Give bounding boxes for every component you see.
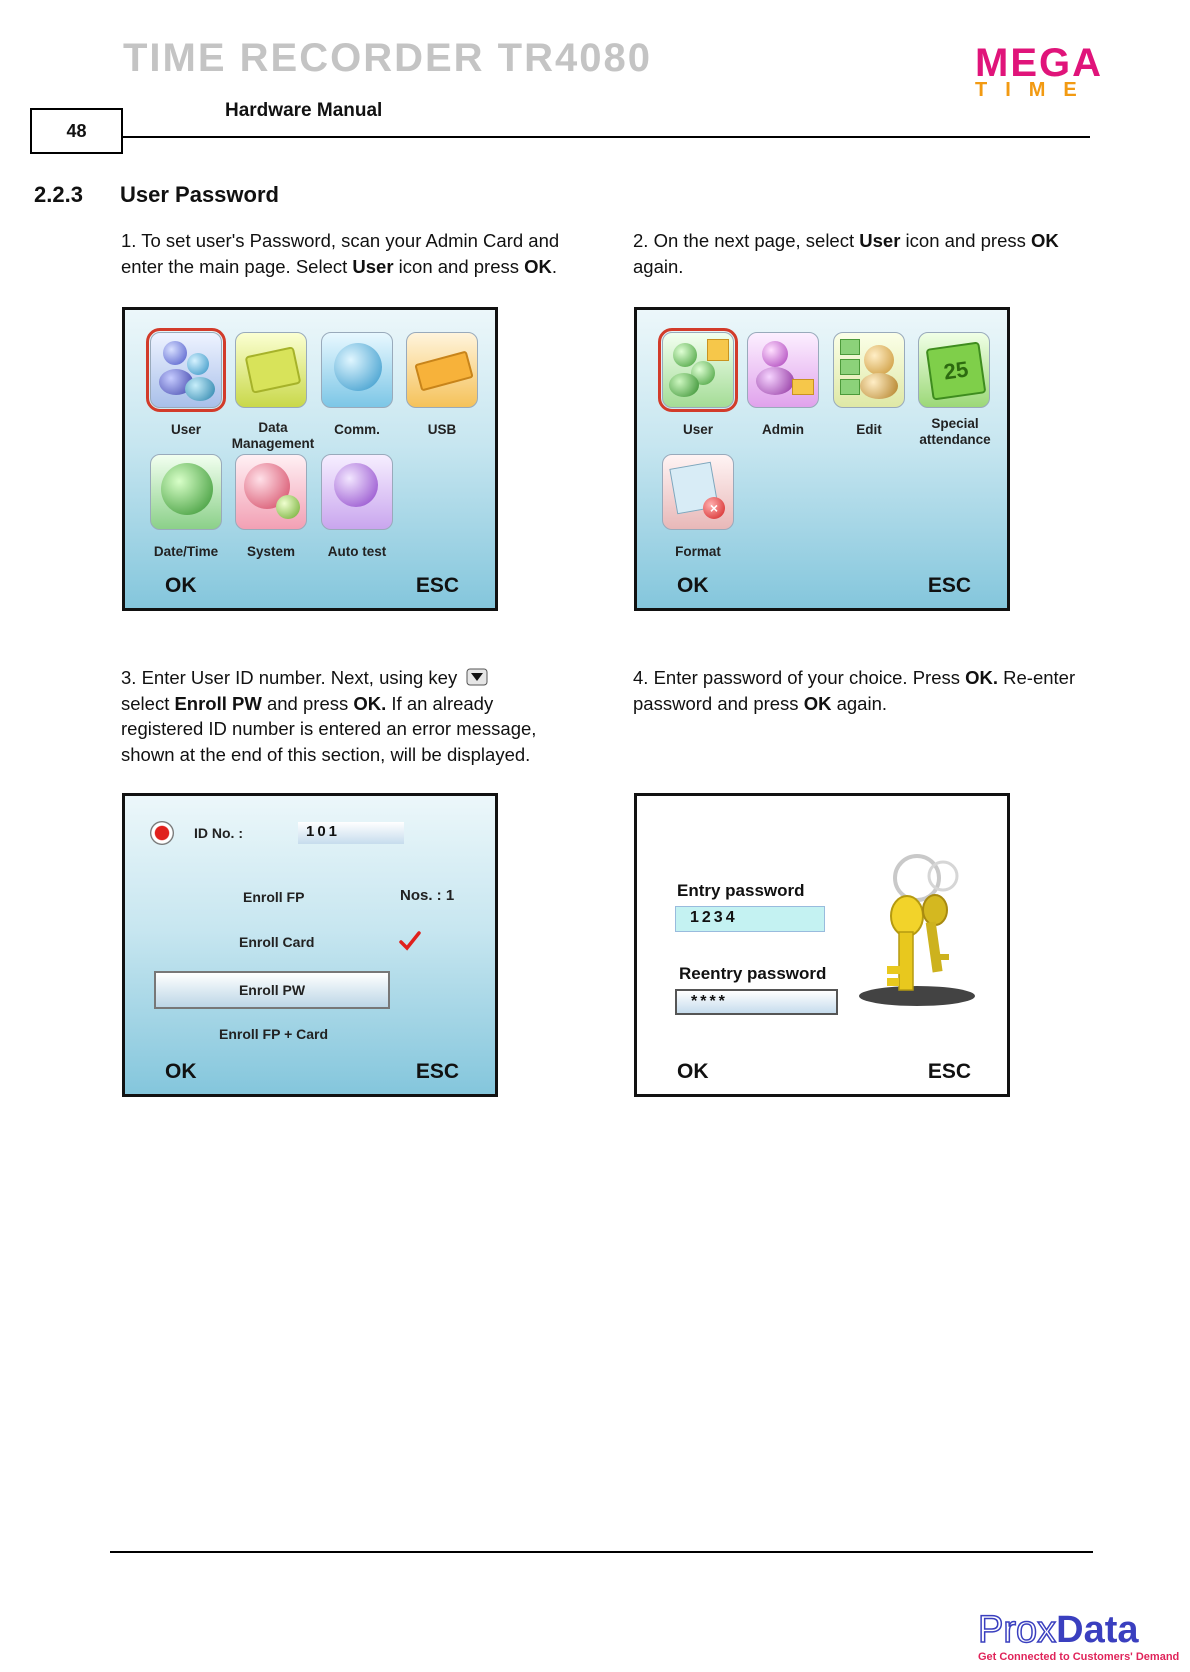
icon-label-data-management: Data Management — [231, 420, 315, 451]
manual-subtitle: Hardware Manual — [225, 100, 383, 121]
icon-label-user: User — [170, 422, 202, 437]
section-number: 2.2.3 — [34, 182, 83, 207]
icon-label-format: Format — [675, 544, 721, 559]
icon-label-comm: Comm. — [334, 422, 380, 437]
icon-label-system: System — [246, 544, 296, 559]
step-2-text: 2. On the next page, select User icon and press OK again. — [633, 230, 1059, 277]
ok-softkey[interactable]: OK — [165, 1060, 197, 1083]
proxdata-tagline: Get Connected to Customers' Demand — [978, 1651, 1180, 1663]
keys-icon — [847, 846, 987, 1016]
icon-label-usb: USB — [427, 422, 457, 437]
format-icon[interactable]: × — [662, 454, 734, 530]
reentry-password-label: Reentry password — [679, 964, 827, 983]
comm-icon[interactable] — [321, 332, 393, 408]
entry-password-field[interactable]: 1234 — [675, 906, 825, 932]
esc-softkey[interactable]: ESC — [927, 574, 971, 597]
ok-softkey[interactable]: OK — [677, 574, 709, 597]
enroll-fp-card-option[interactable]: Enroll FP + Card — [219, 1026, 329, 1042]
header-rule — [123, 136, 1090, 138]
step-4-text: 4. Enter password of your choice. Press OK. Re-enter password and press OK again. — [633, 667, 1076, 714]
system-icon[interactable] — [235, 454, 307, 530]
screen-user-menu — [634, 307, 1010, 611]
svg-text:TIME: TIME — [975, 79, 1095, 100]
fingerprint-count: Nos. : 1 — [400, 887, 455, 904]
user-icon[interactable] — [662, 332, 734, 408]
document-title: TIME RECORDER TR4080 — [123, 36, 652, 80]
enroll-fp-option[interactable]: Enroll FP — [243, 889, 305, 905]
id-number-field[interactable]: 101 — [298, 822, 404, 844]
mega-time-logo — [975, 40, 1175, 100]
svg-text:MEGA: MEGA — [975, 41, 1103, 85]
auto-test-icon[interactable] — [321, 454, 393, 530]
icon-label-auto-test: Auto test — [327, 544, 387, 559]
step-3-text: 3. Enter User ID number. Next, using key select Enroll PW and press OK. If an already registered ID number is entered an error message, shown at the end of this section, will be displayed. — [121, 667, 537, 765]
date-time-icon[interactable] — [150, 454, 222, 530]
icon-label-date-time: Date/Time — [153, 544, 219, 559]
reentry-password-field[interactable]: **** — [675, 989, 838, 1015]
icon-label-special-attendance: Special attendance — [919, 416, 991, 447]
esc-softkey[interactable]: ESC — [415, 574, 459, 597]
enroll-pw-label: Enroll PW — [238, 982, 306, 998]
ok-softkey[interactable]: OK — [677, 1060, 709, 1083]
id-number-label: ID No. : — [194, 825, 243, 841]
icon-label-admin: Admin — [762, 422, 804, 437]
entry-password-label: Entry password — [677, 881, 805, 900]
esc-softkey[interactable]: ESC — [927, 1060, 971, 1083]
esc-softkey[interactable]: ESC — [415, 1060, 459, 1083]
checkmark-icon — [399, 930, 421, 952]
ok-softkey[interactable]: OK — [165, 574, 197, 597]
proxdata-logo: ProxData — [978, 1609, 1139, 1651]
footer-rule — [110, 1551, 1093, 1553]
edit-icon[interactable] — [833, 332, 905, 408]
section-title: User Password — [120, 182, 279, 207]
enroll-pw-option[interactable] — [154, 971, 390, 1009]
radio-selected-icon — [150, 821, 174, 845]
user-icon[interactable] — [150, 332, 222, 408]
icon-label-user: User — [682, 422, 714, 437]
page-number: 48 — [30, 108, 123, 154]
enroll-card-option[interactable]: Enroll Card — [239, 934, 315, 950]
screen-main-menu — [122, 307, 498, 611]
icon-label-edit: Edit — [856, 422, 882, 437]
data-management-icon[interactable] — [235, 332, 307, 408]
screen-enroll-options — [122, 793, 498, 1097]
down-key-icon — [466, 668, 488, 686]
admin-icon[interactable] — [747, 332, 819, 408]
usb-icon[interactable] — [406, 332, 478, 408]
step-1-text: 1. To set user's Password, scan your Admin Card and enter the main page. Select User icon and press OK. — [121, 230, 560, 277]
special-attendance-icon[interactable]: 25 — [918, 332, 990, 408]
screen-password-entry — [634, 793, 1010, 1097]
